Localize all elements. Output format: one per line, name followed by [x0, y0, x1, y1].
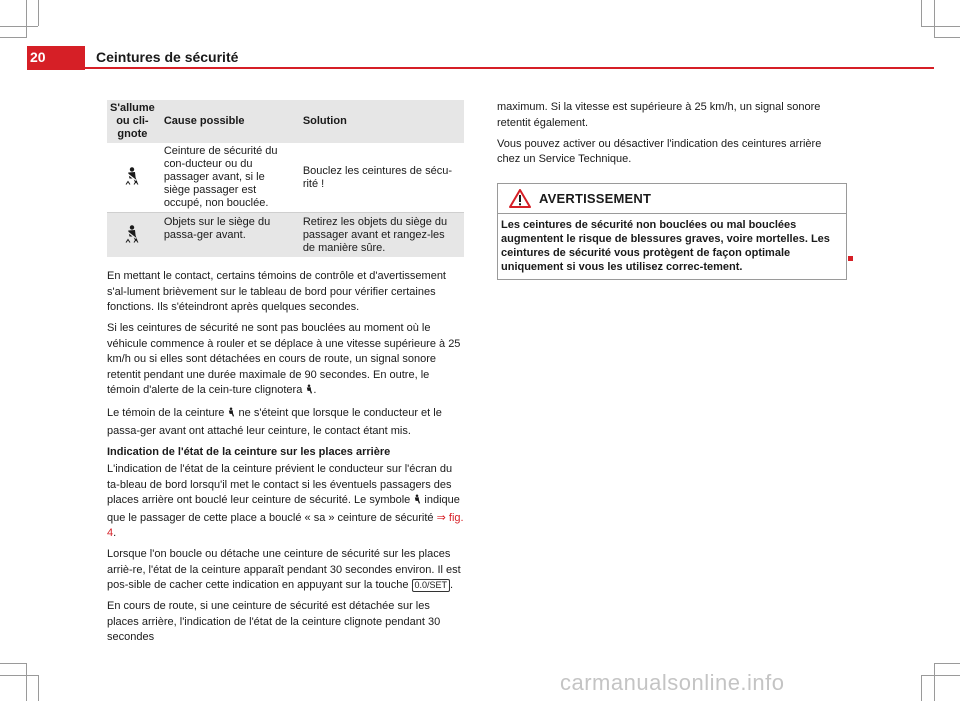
crop-mark — [921, 0, 922, 26]
paragraph-text: indique que le passager de cette place a bouclé « sa » ceinture de sécurité — [107, 494, 460, 524]
crop-mark — [38, 675, 39, 701]
paragraph — [107, 462, 464, 542]
table-cell-solution: Bouclez les ceintures de sécu-rité ! — [297, 143, 464, 213]
page-number: 20 — [30, 49, 46, 65]
set-key-label: 0.0/SET — [412, 579, 451, 592]
paragraph: En cours de route, si une ceinture de sécurité est détachée sur les places arrière, l'indication de l'état de la ceinture clignote pendant 30 secondes — [107, 600, 441, 643]
crop-mark — [934, 663, 935, 701]
warning-box — [497, 183, 847, 280]
watermark: carmanualsonline.info — [560, 670, 785, 695]
paragraph — [107, 321, 464, 401]
table-row — [107, 143, 464, 213]
left-column — [107, 100, 464, 651]
seatbelt-warning-icon — [125, 225, 139, 243]
paragraph-text: Lorsque l'on boucle ou détache une ceinture de sécurité sur les places arriè-re, l'état de la ceinture apparaît pendant 30 secondes environ. Il est pos-sible de cacher cette indication en appuyant sur la touche — [107, 548, 461, 591]
paragraph-text: . — [313, 384, 317, 396]
paragraph-text: Le témoin de la ceinture — [107, 407, 225, 419]
paragraph: En mettant le contact, certains témoins de contrôle et d'avertissement s'al-lument brièvement sur le tableau de bord pour vérifier certaines fonctions. Ils s'éteindront après quelques secondes. — [107, 270, 446, 313]
crop-mark — [921, 26, 960, 27]
crop-mark — [26, 0, 27, 38]
crop-mark — [38, 0, 39, 26]
crop-mark — [921, 675, 960, 676]
paragraph-text: . — [450, 579, 454, 591]
crop-mark — [0, 663, 26, 664]
warning-title: AVERTISSEMENT — [539, 190, 652, 206]
table-row — [107, 213, 464, 258]
crop-mark — [934, 37, 960, 38]
table-header-row — [107, 100, 464, 143]
paragraph: maximum. Si la vitesse est supérieure à 25 km/h, un signal sonore retentit également. — [497, 101, 821, 129]
warning-header — [498, 184, 846, 214]
table-header-cell: Solution — [297, 100, 464, 143]
crop-mark — [0, 37, 26, 38]
crop-mark — [934, 0, 935, 38]
paragraph: Vous pouvez activer ou désactiver l'indication des ceintures arrière chez un Service Technique. — [497, 137, 822, 165]
paragraph-text: . — [113, 527, 117, 539]
figure-link[interactable]: ⇒ fig. 4 — [107, 511, 464, 539]
paragraph-text: L'indication de l'état de la ceinture prévient le conducteur sur l'écran du ta-bleau de bord lorsqu'il met le contact si les éventuels passagers des places arrière ont bouclé leur ceinture de sécurité. Le symbole — [107, 463, 453, 506]
table-header-cell: Cause possible — [158, 100, 297, 143]
crop-mark — [0, 26, 38, 27]
page-title: Ceintures de sécurité — [96, 49, 239, 65]
table-cell-cause: Objets sur le siège du passa-ger avant. — [158, 213, 297, 258]
seatbelt-icon — [413, 494, 421, 511]
warning-text: Les ceintures de sécurité non bouclées ou mal bouclées augmentent le risque de blessures graves, voire mortelles. Les ceintures de sécurité vous protègent de façon optimale uniquement si vous les utilisez correc-tement. — [501, 218, 830, 273]
crop-mark — [934, 663, 960, 664]
paragraph — [107, 547, 464, 594]
table-cell-solution: Retirez les objets du siège du passager avant et rangez-les de manière sûre. — [297, 213, 464, 258]
paragraph-text: ne s'éteint que lorsque le conducteur et le passa-ger avant ont attaché leur ceinture, le contact étant mis. — [107, 407, 442, 437]
crop-mark — [921, 675, 922, 701]
table-header-cell: S'allume ou cli-gnote — [107, 100, 158, 143]
table-cell-icon — [107, 143, 158, 213]
warning-triangle-icon — [509, 189, 531, 208]
right-column — [497, 100, 847, 280]
table-cell-cause: Ceinture de sécurité du con-ducteur ou du passager avant, si le siège passager est occupé, non bouclée. — [158, 143, 297, 213]
section-end-marker — [848, 256, 853, 261]
paragraph — [107, 406, 464, 439]
crop-mark — [0, 675, 38, 676]
paragraph-text: Si les ceintures de sécurité ne sont pas bouclées au moment où le véhicule commence à rouler et se déplace à une vitesse supérieure à 25 km/h ou si elles sont détachées en cours de route, un signal sonore retentit pendant une durée maximale de 90 secondes. En outre, le témoin d'alerte de la cein-ture clignotera — [107, 322, 461, 396]
table-cell-icon — [107, 213, 158, 258]
seatbelt-warning-icon — [125, 167, 139, 185]
seatbelt-icon — [227, 407, 235, 424]
header-rule — [85, 67, 934, 69]
warning-lamp-table — [107, 100, 464, 257]
crop-mark — [26, 663, 27, 701]
section-heading: Indication de l'état de la ceinture sur les places arrière — [107, 445, 391, 458]
